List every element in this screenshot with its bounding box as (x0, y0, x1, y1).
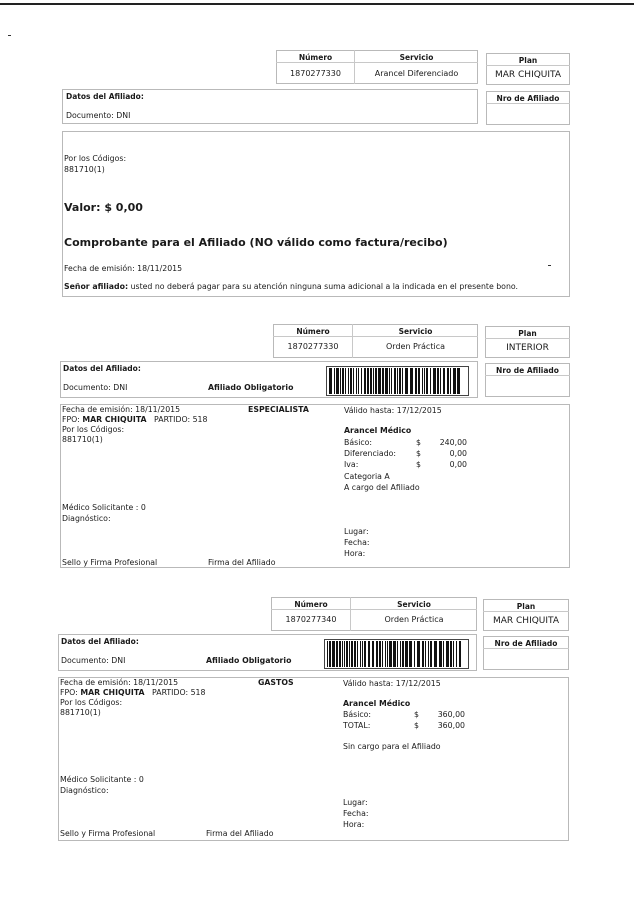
barcode-bar (349, 641, 350, 667)
iva-amount: 0,00 (449, 460, 467, 469)
plan-value: INTERIOR (506, 343, 549, 353)
partido-value: PARTIDO: 518 (152, 688, 206, 697)
categoria: Categoria A (344, 472, 390, 481)
fpo-value: MAR CHIQUITA (80, 688, 145, 697)
nro-afiliado-label: Nro de Afiliado (494, 639, 558, 648)
basico-amount: 360,00 (437, 710, 465, 719)
barcode-bar (334, 368, 335, 394)
barcode-bar (446, 641, 449, 667)
numero-value: 1870277330 (290, 69, 341, 78)
documento-label: Documento: DNI (63, 383, 128, 392)
servicio-value: Orden Práctica (386, 342, 445, 351)
comprobante-title: Comprobante para el Afiliado (NO válido como factura/recibo) (64, 236, 448, 249)
fpo-line (62, 415, 207, 424)
codigo-value: 881710(1) (60, 708, 101, 717)
basico-currency: $ (414, 710, 419, 719)
diferenciado-amount: 0,00 (449, 449, 467, 458)
basico-label: Básico: (343, 710, 372, 719)
diferenciado-label: Diferenciado: (344, 449, 397, 458)
barcode-bar (385, 368, 388, 394)
barcode-bar (339, 641, 341, 667)
barcode-bar (428, 641, 429, 667)
total-currency: $ (414, 721, 419, 730)
barcode-bar (437, 368, 439, 394)
barcode-bar (422, 641, 424, 667)
barcode-bar (434, 641, 437, 667)
numero-value: 1870277340 (285, 615, 337, 624)
iva-currency: $ (416, 460, 421, 469)
barcode-bar (405, 641, 408, 667)
barcode-bar (430, 368, 431, 394)
barcode-bar (456, 641, 457, 667)
plan-value: MAR CHIQUITA (492, 616, 560, 626)
diagnostico-label: Diagnóstico: (62, 514, 111, 523)
sello-firma-profesional: Sello y Firma Profesional (62, 558, 158, 567)
barcode-bar (430, 641, 432, 667)
barcode-bar (440, 368, 441, 394)
barcode-bar (387, 641, 388, 667)
iva-label: Iva: (344, 460, 359, 469)
nro-afiliado-label: Nro de Afiliado (496, 94, 560, 103)
barcode-bar (336, 641, 338, 667)
partido-value: PARTIDO: 518 (154, 415, 208, 424)
plan-header: Plan (518, 56, 538, 65)
barcode-bar (459, 641, 461, 667)
basico-amount: 240,00 (439, 438, 467, 447)
datos-afiliado-label: Datos del Afiliado: (63, 364, 141, 373)
plan-header: Plan (518, 329, 537, 338)
barcode-bar (402, 368, 403, 394)
documento-label: Documento: DNI (66, 111, 131, 120)
valido-hasta: Válido hasta: 17/12/2015 (344, 406, 442, 415)
fpo-label: FPO: (60, 688, 78, 697)
total-label: TOTAL: (343, 721, 371, 730)
medico-solicitante: Médico Solicitante : 0 (60, 775, 144, 784)
por-codigos-label: Por los Códigos: (60, 698, 123, 707)
arancel-title: Arancel Médico (344, 426, 412, 435)
barcode-bar (345, 368, 346, 394)
codigo-value: 881710(1) (62, 435, 103, 444)
cargo-afiliado: A cargo del Afiliado (344, 483, 420, 492)
barcode-bar (379, 641, 381, 667)
firma-afiliado: Firma del Afiliado (208, 558, 276, 567)
numero-header: Número (294, 600, 328, 609)
servicio-value: Arancel Diferenciado (374, 69, 459, 78)
diagnostico-label: Diagnóstico: (60, 786, 109, 795)
diferenciado-currency: $ (416, 449, 421, 458)
barcode-bar (450, 368, 451, 394)
barcode-bar (336, 368, 339, 394)
senor-afiliado-note (64, 282, 518, 291)
barcode-bar (329, 368, 332, 394)
valor-total: Valor: $ 0,00 (64, 201, 143, 214)
basico-label: Básico: (344, 438, 373, 447)
scan-edge-line (0, 3, 634, 5)
barcode-bar (399, 368, 401, 394)
barcode-icon (326, 366, 469, 396)
numero-value: 1870277330 (287, 342, 339, 351)
barcode-bar (453, 641, 454, 667)
por-codigos-label: Por los Códigos: (62, 425, 125, 434)
barcode-bar (353, 368, 354, 394)
barcode-bar (356, 368, 357, 394)
barcode-bar (397, 641, 398, 667)
barcode-bar (385, 641, 386, 667)
orden-detalle-box (60, 404, 570, 568)
barcode-bar (378, 368, 381, 394)
fecha-emision: Fecha de emisión: 18/11/2015 (62, 405, 181, 414)
barcode-bar (375, 368, 377, 394)
barcode-bar (426, 368, 428, 394)
documento-label: Documento: DNI (61, 656, 126, 665)
tipo-prestador: GASTOS (258, 678, 294, 687)
tipo-prestador: ESPECIALISTA (248, 405, 309, 414)
barcode-bar (433, 368, 436, 394)
barcode-bar (447, 368, 449, 394)
lugar-label: Lugar: (344, 527, 369, 536)
barcode-bar (357, 641, 358, 667)
fecha-label: Fecha: (344, 538, 370, 547)
lugar-label: Lugar: (343, 798, 368, 807)
barcode-bar (344, 641, 345, 667)
barcode-bar (348, 368, 349, 394)
barcode-bar (418, 368, 420, 394)
valido-hasta: Válido hasta: 17/12/2015 (343, 679, 441, 688)
basico-currency: $ (416, 438, 421, 447)
barcode-bar (372, 641, 374, 667)
barcode-bar (405, 368, 408, 394)
arancel-title: Arancel Médico (343, 699, 411, 708)
hora-label: Hora: (344, 549, 366, 558)
servicio-value: Orden Práctica (384, 615, 444, 624)
fecha-emision: Fecha de emisión: 18/11/2015 (60, 678, 179, 687)
barcode-bar (351, 641, 353, 667)
barcode-bar (368, 641, 370, 667)
barcode-bar (327, 641, 328, 667)
sello-firma-profesional: Sello y Firma Profesional (60, 829, 156, 838)
barcode-bar (361, 368, 362, 394)
nro-afiliado-label: Nro de Afiliado (496, 366, 559, 375)
barcode-bar (358, 368, 359, 394)
barcode-bar (382, 368, 384, 394)
numero-header: Número (296, 327, 330, 336)
barcode-bar (354, 641, 356, 667)
servicio-header: Servicio (397, 600, 431, 609)
barcode-bar (350, 368, 352, 394)
datos-afiliado-label: Datos del Afiliado: (66, 92, 144, 101)
barcode-bar (424, 368, 425, 394)
barcode-icon (324, 639, 469, 669)
senor-afiliado-text: usted no deberá pagar para su atención ninguna suma adicional a la indicada en el presente bono. (130, 282, 519, 291)
barcode-bar (422, 368, 423, 394)
barcode-bar (393, 641, 396, 667)
barcode-bar (342, 368, 344, 394)
barcode-bar (389, 641, 392, 667)
barcode-bar (362, 641, 363, 667)
barcode-bar (417, 641, 420, 667)
barcode-bar (397, 368, 398, 394)
barcode-bar (400, 641, 401, 667)
barcode-bar (389, 368, 390, 394)
barcode-bar (394, 368, 396, 394)
barcode-bar (414, 641, 415, 667)
por-codigos-label: Por los Códigos: (64, 154, 127, 163)
hora-label: Hora: (343, 820, 365, 829)
barcode-bar (376, 641, 378, 667)
plan-value: MAR CHIQUITA (494, 70, 562, 80)
barcode-bar (443, 368, 445, 394)
barcode-bar (410, 368, 413, 394)
fpo-line (60, 688, 205, 697)
firma-afiliado: Firma del Afiliado (206, 829, 274, 838)
afiliado-obligatorio: Afiliado Obligatorio (208, 383, 294, 392)
codigo-value: 881710(1) (64, 165, 105, 174)
total-amount: 360,00 (437, 721, 465, 730)
barcode-bar (364, 641, 366, 667)
barcode-bar (364, 368, 366, 394)
barcode-bar (373, 368, 374, 394)
barcode-bar (332, 641, 335, 667)
datos-afiliado-label: Datos del Afiliado: (61, 637, 139, 646)
barcode-bar (450, 641, 452, 667)
numero-header: Número (298, 53, 333, 62)
barcode-bar (346, 641, 348, 667)
fpo-label: FPO: (62, 415, 80, 424)
barcode-bar (382, 641, 383, 667)
barcode-bar (329, 641, 331, 667)
barcode-bar (391, 368, 392, 394)
fpo-value: MAR CHIQUITA (82, 415, 147, 424)
barcode-bar (342, 641, 343, 667)
barcode-bar (457, 368, 460, 394)
medico-solicitante: Médico Solicitante : 0 (62, 503, 146, 512)
barcode-bar (453, 368, 456, 394)
barcode-bar (443, 641, 444, 667)
scan-speck (8, 35, 11, 36)
barcode-bar (367, 368, 369, 394)
barcode-bar (409, 641, 412, 667)
fecha-emision: Fecha de emisión: 18/11/2015 (64, 264, 183, 273)
barcode-bar (439, 641, 442, 667)
servicio-header: Servicio (399, 53, 434, 62)
orden-detalle-box (58, 677, 569, 841)
afiliado-obligatorio: Afiliado Obligatorio (206, 656, 292, 665)
fecha-label: Fecha: (343, 809, 369, 818)
cargo-afiliado: Sin cargo para el Afiliado (343, 742, 441, 751)
barcode-bar (370, 368, 372, 394)
senor-afiliado-label: Señor afiliado: (64, 282, 129, 291)
barcode-bar (415, 368, 417, 394)
barcode-bar (402, 641, 404, 667)
barcode-bar (360, 641, 361, 667)
barcode-bar (340, 368, 341, 394)
servicio-header: Servicio (398, 327, 433, 336)
barcode-bar (425, 641, 426, 667)
plan-header: Plan (516, 602, 536, 611)
